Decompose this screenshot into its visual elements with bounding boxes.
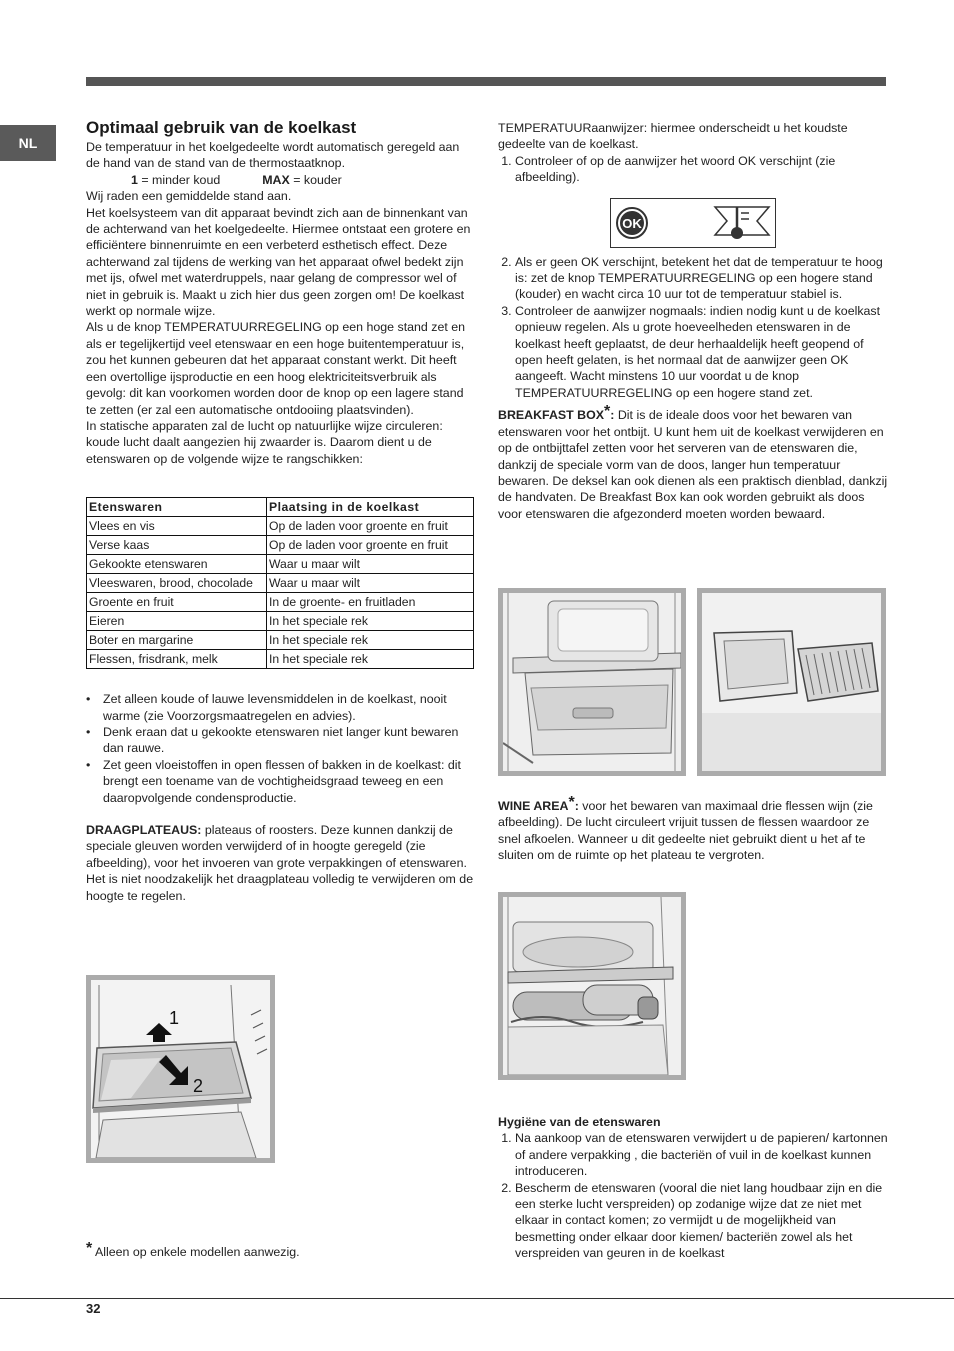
advice-text: Wij raden een gemiddelde stand aan. xyxy=(86,189,292,204)
list-item: • Zet alleen koude of lauwe levensmiddelen in de koelkast, nooit warme (zie Voorzorgsmaatregelen en advies). xyxy=(103,691,476,724)
language-tab: NL xyxy=(0,125,56,161)
shelves-text: DRAAGPLATEAUS: plateaus of roosters. Deze kunnen dankzij de speciale gleuven worden verwijderd of in hoogte geregeld (zie afbeelding), voor het invoeren van grote verpakkingen of etenswaren. Het is niet noodzakelijk het draagplateau volledig te verwijderen om de hoogte te regelen. xyxy=(86,822,474,903)
list-item: • Zet geen vloeistoffen in open flessen of bakken in de koelkast: dit brengt een toename van de vochtigheidsgraad teweeg en een daaropvolgende condensproductie. xyxy=(103,757,476,806)
food-placement-table xyxy=(86,497,474,669)
left-column xyxy=(86,118,476,904)
breakfast-box-text: BREAKFAST BOX*: Dit is de ideale doos voor het bewaren van etenswaren voor het ontbijt. U kunt hem uit de koelkast verwijderen en op de ontbijttafel zetten voor het serveren van de etenswaren die, dankzij de speciale vorm van de doos, langer hun temperatuur bewaren. De deksel kan ook dienen als een praktisch dienblad, dankzij de handvaten. De Breakfast Box kan ook worden gebruikt als doos voor etenswaren die afgezonderd moeten worden bewaard. xyxy=(498,403,888,521)
hygiene-section xyxy=(498,1114,888,1262)
table-header-row: Etenswaren Plaatsing in de koelkast xyxy=(87,498,474,517)
table-row: Eieren In het speciale rek xyxy=(87,612,474,631)
temp-indicator-intro: TEMPERATUURaanwijzer: hiermee onderscheidt u het koudste gedeelte van de koelkast. xyxy=(498,121,848,152)
hygiene-steps xyxy=(498,1130,888,1261)
breakfast-box-in-fridge-figure xyxy=(498,588,686,776)
wine-area-section xyxy=(498,794,888,864)
table-row: Flessen, frisdrank, melk In het speciale rek xyxy=(87,650,474,669)
shelf-illustration xyxy=(91,980,270,1158)
table-row: Gekookte etenswaren Waar u maar wilt xyxy=(87,555,474,574)
table-row: Groente en fruit In de groente- en fruitladen xyxy=(87,593,474,612)
table-row: Vlees en vis Op de laden voor groente en fruit xyxy=(87,517,474,536)
bottom-rule xyxy=(0,1298,954,1299)
shelf-figure xyxy=(86,975,275,1163)
indicator-steps xyxy=(498,153,888,186)
intro-text: De temperatuur in het koelgedeelte wordt automatisch geregeld aan de hand van de stand van de thermostaatknop. xyxy=(86,140,460,171)
list-item: 1. Controleer of op de aanwijzer het woord OK verschijnt (zie afbeelding). xyxy=(515,153,888,186)
step-1-label: 1 xyxy=(169,1008,180,1028)
wine-area-figure xyxy=(498,892,686,1080)
list-item: 3. Controleer de aanwijzer nogmaals: indien nodig kunt u de koelkast opnieuw regelen. Als u grote hoeveelheden etenswaren in de koelkast heeft geplaatst, de deur herhaaldelijk heeft geopend of open heeft gelaten, is het normaal dat de aanwijzer geen OK aangeeft. Wacht minstens 10 uur voordat u de knop TEMPERATUURREGELING op een hogere stand zet. xyxy=(515,303,888,401)
ok-label: OK xyxy=(622,216,642,231)
right-column xyxy=(498,120,888,522)
indicator-steps-continued xyxy=(498,254,888,402)
static-text: In statische apparaten zal de lucht op natuurlijke wijze circuleren: koude lucht daalt aangezien hij zwaarder is. Daarom dient u de etenswaren op de volgende wijze te rangschikken: xyxy=(86,418,443,466)
breakfast-box-tray-figure xyxy=(697,588,886,776)
list-item: 2. Bescherm de etenswaren (vooral die niet lang houdbaar zijn en die een sterke lucht verspreiden) op zodanige wijze dat ze niet met elkaar in contact komen; zo vermijdt u de mogelijkheid van besmetting onder elkaar door kiemen/ bacteriën zowel als het verspreiden van geuren in de koelkast xyxy=(515,1180,888,1262)
list-item: 2. Als er geen OK verschijnt, betekent het dat de temperatuur te hoog is: zet de knop TEMPERATUURREGELING op een hogere stand (kouder) en wacht circa 10 uur tot de temperatuur stabiel is. xyxy=(515,254,888,303)
cooling-system-text: Het koelsysteem van dit apparaat bevindt zich aan de binnenkant van de achterwand van het koelgedeelte. Hiermee ontstaat een grotere en efficiëntere binnenruimte en een verbeterd esthetisch effect. Deze achterwand zal tijdens de werking van het apparaat ofwel bedekt zijn met ijs, ofwel met waterdruppels, naar gelang de compressor wel of niet in gebruik is. Maakt u zich hier dus geen zorgen om! De koelkast werkt op normale wijze. xyxy=(86,205,471,319)
knob-text: Als u de knop TEMPERATUURREGELING op een hoge stand zet en als er tegelijkertijd veel etenswaar en een hoge buitentemperatuur is, zou het kunnen gebeuren dat het apparaat constant werkt. Dit heeft een overtollige ijsproductie en een hoog elektriciteitsverbruik als gevolg: dit kan voorkomen worden door de knop op een lagere stand te zetten (er zal een automatische ontdooiing plaatsvinden). xyxy=(86,320,466,417)
scale-legend: 1 = minder koud MAX = kouder xyxy=(131,172,342,187)
section-title: Optimaal gebruik van de koelkast xyxy=(86,118,357,137)
top-rule xyxy=(86,77,886,86)
wine-area-text: WINE AREA*: voor het bewaren van maximaal drie flessen wijn (zie afbeelding). De lucht circuleert vrijuit tussen de flessen waardoor ze snel afkoelen. Wanneer u dit gedeelte niet gebruikt dient u het af te sluiten om de ruimte op het plateau te vergroten. xyxy=(498,794,873,863)
list-item: 1. Na aankoop van de etenswaren verwijdert u de papieren/ kartonnen of andere verpakking , die bacteriën of vuil in de koelkast kunnen introduceren. xyxy=(515,1130,888,1179)
table-row: Boter en margarine In het speciale rek xyxy=(87,631,474,650)
hygiene-title: Hygiëne van de etenswaren xyxy=(498,1115,661,1129)
list-item: • Denk eraan dat u gekookte etenswaren niet langer kunt bewaren dan rauwe. xyxy=(103,724,476,757)
table-row: Verse kaas Op de laden voor groente en fruit xyxy=(87,536,474,555)
tips-list xyxy=(86,691,476,806)
footnote: * Alleen op enkele modellen aanwezig. xyxy=(86,1240,300,1259)
step-2-label: 2 xyxy=(193,1076,204,1096)
temperature-indicator-figure xyxy=(610,198,776,248)
table-row: Vleeswaren, brood, chocolade Waar u maar wilt xyxy=(87,574,474,593)
page-number: 32 xyxy=(86,1301,101,1316)
